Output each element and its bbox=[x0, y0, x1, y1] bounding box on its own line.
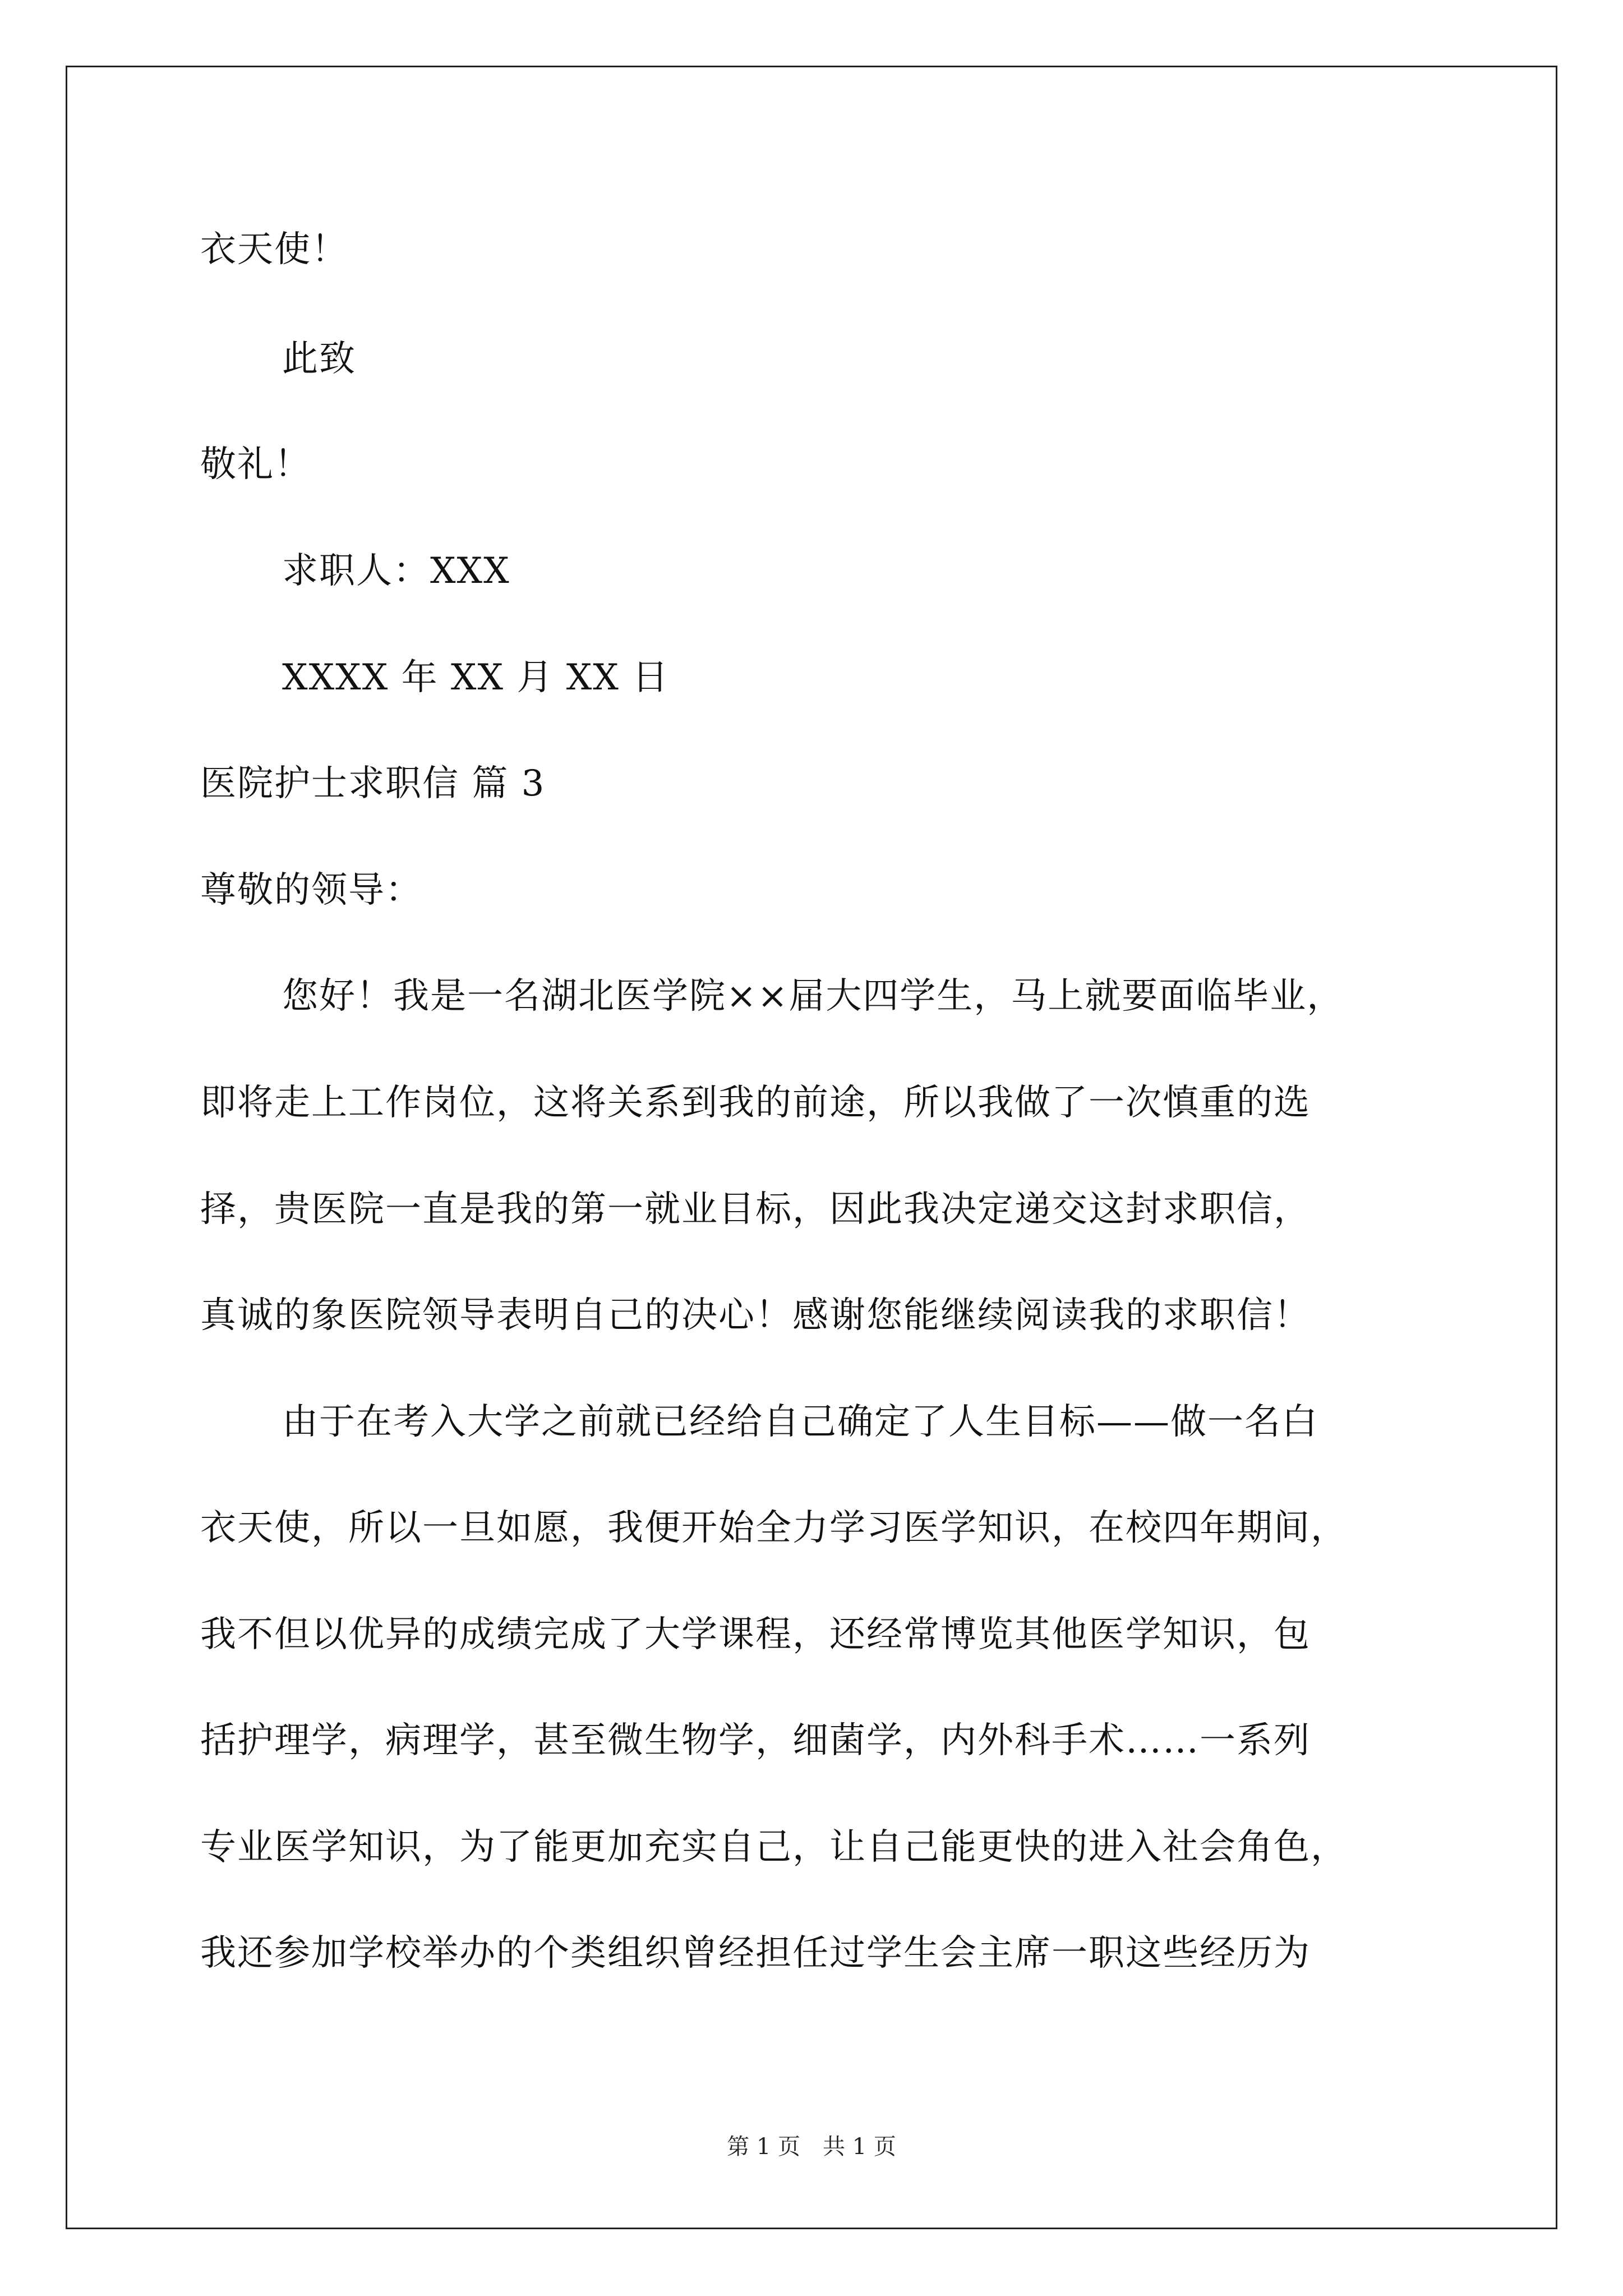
text-line-regards: 敬礼！ bbox=[200, 444, 311, 485]
page-border bbox=[66, 66, 1557, 2229]
paragraph-line: 衣天使，所以一旦如愿，我便开始全力学习医学知识，在校四年期间， bbox=[200, 1507, 1348, 1549]
section-heading: 医院护士求职信 篇 3 bbox=[200, 763, 546, 804]
text-line-applicant: 求职人：XXX bbox=[282, 550, 510, 592]
paragraph-line: 专业医学知识，为了能更加充实自己，让自己能更快的进入社会角色， bbox=[200, 1826, 1348, 1868]
text-line-closing-fragment: 衣天使！ bbox=[200, 229, 348, 270]
paragraph-line: 您好！我是一名湖北医学院××届大四学生，马上就要面临毕业， bbox=[282, 976, 1344, 1017]
paragraph-line: 择，贵医院一直是我的第一就业目标，因此我决定递交这封求职信， bbox=[200, 1189, 1311, 1230]
paragraph-line: 我不但以优异的成绩完成了大学课程，还经常博览其他医学知识，包 bbox=[200, 1614, 1311, 1655]
text-line-greeting: 尊敬的领导： bbox=[200, 869, 422, 911]
paragraph-line: 由于在考入大学之前就已经给自己确定了人生目标——做一名白 bbox=[282, 1401, 1318, 1443]
paragraph-line: 括护理学，病理学，甚至微生物学，细菌学，内外科手术……一系列 bbox=[200, 1720, 1311, 1761]
page-footer: 第 1 页 共 1 页 bbox=[727, 2134, 896, 2160]
text-line-date: XXXX 年 XX 月 XX 日 bbox=[282, 657, 670, 698]
paragraph-line: 我还参加学校举办的个类组织曾经担任过学生会主席一职这些经历为 bbox=[200, 1932, 1311, 1974]
text-line-salutation-close: 此致 bbox=[282, 338, 356, 380]
paragraph-line: 真诚的象医院领导表明自己的决心！感谢您能继续阅读我的求职信！ bbox=[200, 1295, 1311, 1336]
paragraph-line: 即将走上工作岗位，这将关系到我的前途，所以我做了一次慎重的选 bbox=[200, 1082, 1311, 1124]
